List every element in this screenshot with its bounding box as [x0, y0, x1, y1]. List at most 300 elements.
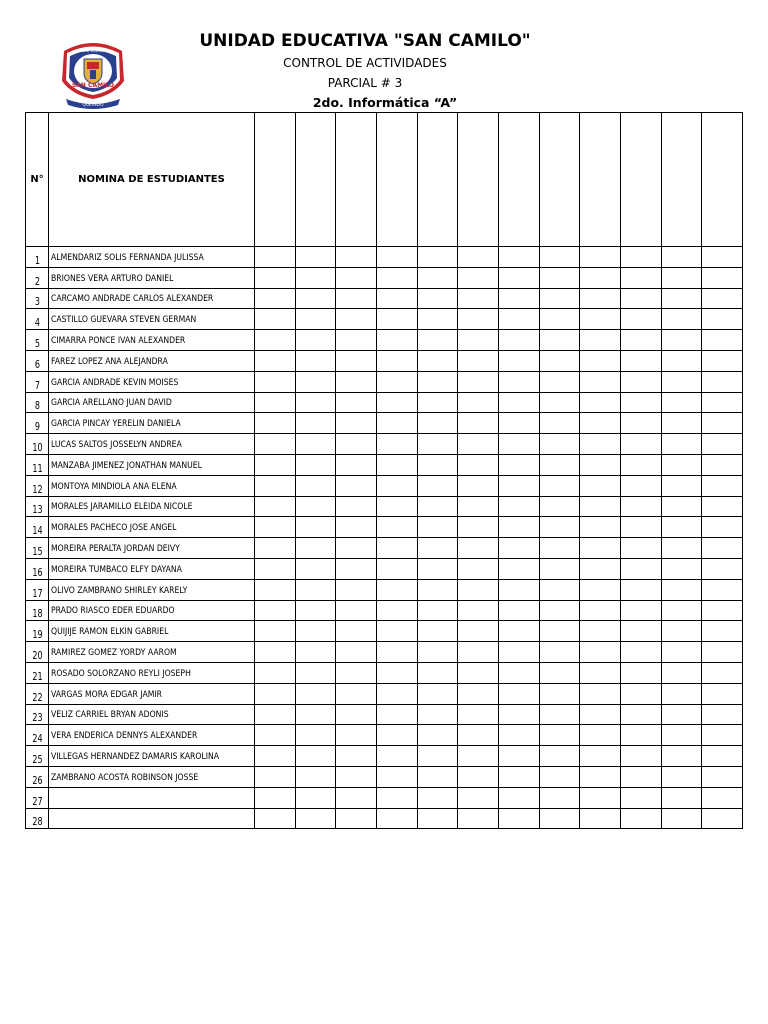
activity-grade-cell[interactable] — [336, 683, 377, 704]
activity-grade-cell[interactable] — [702, 475, 743, 496]
activity-grade-cell[interactable] — [580, 704, 621, 725]
activity-grade-cell[interactable] — [458, 621, 499, 642]
activity-grade-cell[interactable] — [295, 766, 336, 787]
activity-grade-cell[interactable] — [458, 475, 499, 496]
activity-grade-cell[interactable] — [539, 766, 580, 787]
activity-grade-cell[interactable] — [702, 434, 743, 455]
activity-grade-cell[interactable] — [702, 496, 743, 517]
activity-grade-cell[interactable] — [661, 621, 702, 642]
activity-grade-cell[interactable] — [620, 558, 661, 579]
activity-grade-cell[interactable] — [255, 247, 296, 268]
activity-grade-cell[interactable] — [539, 288, 580, 309]
activity-grade-cell[interactable] — [295, 579, 336, 600]
activity-grade-cell[interactable] — [539, 704, 580, 725]
activity-grade-cell[interactable] — [661, 454, 702, 475]
activity-grade-cell[interactable] — [336, 350, 377, 371]
activity-grade-cell[interactable] — [620, 434, 661, 455]
activity-grade-cell[interactable] — [580, 642, 621, 663]
activity-grade-cell[interactable] — [620, 600, 661, 621]
activity-grade-cell[interactable] — [336, 371, 377, 392]
activity-grade-cell[interactable] — [539, 600, 580, 621]
activity-grade-cell[interactable] — [580, 683, 621, 704]
activity-grade-cell[interactable] — [539, 267, 580, 288]
activity-grade-cell[interactable] — [580, 538, 621, 559]
activity-grade-cell[interactable] — [336, 330, 377, 351]
activity-grade-cell[interactable] — [336, 787, 377, 808]
activity-grade-cell[interactable] — [620, 496, 661, 517]
activity-grade-cell[interactable] — [458, 662, 499, 683]
activity-grade-cell[interactable] — [498, 309, 539, 330]
activity-grade-cell[interactable] — [458, 413, 499, 434]
activity-grade-cell[interactable] — [336, 413, 377, 434]
activity-grade-cell[interactable] — [580, 808, 621, 829]
activity-grade-cell[interactable] — [539, 579, 580, 600]
activity-grade-cell[interactable] — [417, 413, 458, 434]
activity-grade-cell[interactable] — [295, 808, 336, 829]
activity-grade-cell[interactable] — [702, 247, 743, 268]
activity-grade-cell[interactable] — [620, 247, 661, 268]
activity-grade-cell[interactable] — [702, 725, 743, 746]
activity-grade-cell[interactable] — [661, 642, 702, 663]
activity-grade-cell[interactable] — [336, 309, 377, 330]
activity-grade-cell[interactable] — [295, 392, 336, 413]
activity-grade-cell[interactable] — [255, 579, 296, 600]
activity-grade-cell[interactable] — [702, 579, 743, 600]
activity-grade-cell[interactable] — [417, 746, 458, 767]
activity-grade-cell[interactable] — [539, 475, 580, 496]
activity-grade-cell[interactable] — [295, 725, 336, 746]
activity-grade-cell[interactable] — [417, 704, 458, 725]
activity-grade-cell[interactable] — [580, 517, 621, 538]
activity-grade-cell[interactable] — [255, 600, 296, 621]
activity-column-header[interactable] — [336, 113, 377, 247]
activity-grade-cell[interactable] — [539, 454, 580, 475]
activity-grade-cell[interactable] — [255, 475, 296, 496]
activity-grade-cell[interactable] — [580, 746, 621, 767]
activity-grade-cell[interactable] — [539, 558, 580, 579]
activity-grade-cell[interactable] — [255, 288, 296, 309]
activity-grade-cell[interactable] — [295, 247, 336, 268]
activity-grade-cell[interactable] — [580, 434, 621, 455]
activity-grade-cell[interactable] — [458, 288, 499, 309]
activity-grade-cell[interactable] — [458, 787, 499, 808]
activity-grade-cell[interactable] — [661, 371, 702, 392]
activity-grade-cell[interactable] — [255, 454, 296, 475]
activity-grade-cell[interactable] — [498, 787, 539, 808]
activity-grade-cell[interactable] — [417, 517, 458, 538]
activity-grade-cell[interactable] — [620, 662, 661, 683]
activity-grade-cell[interactable] — [702, 330, 743, 351]
activity-grade-cell[interactable] — [702, 538, 743, 559]
activity-grade-cell[interactable] — [376, 766, 417, 787]
activity-grade-cell[interactable] — [458, 746, 499, 767]
activity-grade-cell[interactable] — [417, 538, 458, 559]
activity-grade-cell[interactable] — [376, 330, 417, 351]
activity-grade-cell[interactable] — [620, 579, 661, 600]
activity-grade-cell[interactable] — [458, 454, 499, 475]
activity-grade-cell[interactable] — [702, 642, 743, 663]
activity-grade-cell[interactable] — [295, 413, 336, 434]
activity-grade-cell[interactable] — [458, 350, 499, 371]
activity-grade-cell[interactable] — [417, 371, 458, 392]
activity-grade-cell[interactable] — [580, 309, 621, 330]
activity-grade-cell[interactable] — [458, 725, 499, 746]
activity-grade-cell[interactable] — [336, 746, 377, 767]
activity-grade-cell[interactable] — [580, 247, 621, 268]
activity-grade-cell[interactable] — [376, 247, 417, 268]
activity-grade-cell[interactable] — [376, 288, 417, 309]
activity-grade-cell[interactable] — [498, 350, 539, 371]
activity-grade-cell[interactable] — [376, 787, 417, 808]
activity-grade-cell[interactable] — [417, 392, 458, 413]
activity-grade-cell[interactable] — [255, 725, 296, 746]
activity-grade-cell[interactable] — [458, 496, 499, 517]
activity-grade-cell[interactable] — [336, 642, 377, 663]
activity-grade-cell[interactable] — [376, 350, 417, 371]
activity-grade-cell[interactable] — [417, 454, 458, 475]
activity-grade-cell[interactable] — [417, 808, 458, 829]
activity-grade-cell[interactable] — [255, 558, 296, 579]
activity-grade-cell[interactable] — [376, 475, 417, 496]
activity-grade-cell[interactable] — [498, 392, 539, 413]
activity-grade-cell[interactable] — [295, 683, 336, 704]
activity-grade-cell[interactable] — [458, 579, 499, 600]
activity-grade-cell[interactable] — [417, 662, 458, 683]
activity-grade-cell[interactable] — [417, 267, 458, 288]
activity-grade-cell[interactable] — [376, 371, 417, 392]
activity-grade-cell[interactable] — [336, 579, 377, 600]
activity-column-header[interactable] — [295, 113, 336, 247]
activity-grade-cell[interactable] — [539, 309, 580, 330]
activity-grade-cell[interactable] — [417, 558, 458, 579]
activity-grade-cell[interactable] — [661, 683, 702, 704]
activity-grade-cell[interactable] — [539, 434, 580, 455]
activity-grade-cell[interactable] — [498, 267, 539, 288]
activity-grade-cell[interactable] — [255, 517, 296, 538]
activity-grade-cell[interactable] — [620, 350, 661, 371]
activity-grade-cell[interactable] — [417, 350, 458, 371]
activity-grade-cell[interactable] — [661, 558, 702, 579]
activity-grade-cell[interactable] — [295, 350, 336, 371]
activity-grade-cell[interactable] — [498, 683, 539, 704]
activity-grade-cell[interactable] — [539, 538, 580, 559]
activity-grade-cell[interactable] — [498, 517, 539, 538]
activity-grade-cell[interactable] — [620, 288, 661, 309]
activity-grade-cell[interactable] — [458, 642, 499, 663]
activity-grade-cell[interactable] — [702, 662, 743, 683]
activity-grade-cell[interactable] — [702, 392, 743, 413]
activity-column-header[interactable] — [580, 113, 621, 247]
activity-grade-cell[interactable] — [336, 808, 377, 829]
activity-grade-cell[interactable] — [336, 600, 377, 621]
activity-grade-cell[interactable] — [661, 288, 702, 309]
activity-grade-cell[interactable] — [376, 579, 417, 600]
activity-grade-cell[interactable] — [702, 309, 743, 330]
activity-grade-cell[interactable] — [295, 642, 336, 663]
activity-grade-cell[interactable] — [620, 642, 661, 663]
activity-grade-cell[interactable] — [295, 288, 336, 309]
activity-grade-cell[interactable] — [417, 600, 458, 621]
activity-grade-cell[interactable] — [417, 309, 458, 330]
activity-grade-cell[interactable] — [702, 621, 743, 642]
activity-grade-cell[interactable] — [417, 725, 458, 746]
activity-grade-cell[interactable] — [376, 267, 417, 288]
activity-grade-cell[interactable] — [661, 600, 702, 621]
activity-column-header[interactable] — [458, 113, 499, 247]
activity-grade-cell[interactable] — [295, 621, 336, 642]
activity-grade-cell[interactable] — [255, 538, 296, 559]
activity-grade-cell[interactable] — [539, 642, 580, 663]
activity-grade-cell[interactable] — [620, 267, 661, 288]
activity-grade-cell[interactable] — [255, 267, 296, 288]
activity-grade-cell[interactable] — [580, 558, 621, 579]
activity-grade-cell[interactable] — [376, 642, 417, 663]
activity-grade-cell[interactable] — [417, 787, 458, 808]
activity-grade-cell[interactable] — [498, 662, 539, 683]
activity-grade-cell[interactable] — [376, 517, 417, 538]
activity-grade-cell[interactable] — [336, 725, 377, 746]
activity-grade-cell[interactable] — [255, 434, 296, 455]
activity-grade-cell[interactable] — [661, 662, 702, 683]
activity-grade-cell[interactable] — [376, 662, 417, 683]
activity-grade-cell[interactable] — [295, 267, 336, 288]
activity-grade-cell[interactable] — [458, 330, 499, 351]
activity-grade-cell[interactable] — [661, 309, 702, 330]
activity-grade-cell[interactable] — [661, 496, 702, 517]
activity-grade-cell[interactable] — [336, 267, 377, 288]
activity-grade-cell[interactable] — [580, 330, 621, 351]
activity-grade-cell[interactable] — [702, 808, 743, 829]
activity-grade-cell[interactable] — [295, 704, 336, 725]
activity-grade-cell[interactable] — [702, 371, 743, 392]
activity-grade-cell[interactable] — [539, 808, 580, 829]
activity-grade-cell[interactable] — [661, 725, 702, 746]
activity-grade-cell[interactable] — [539, 413, 580, 434]
activity-grade-cell[interactable] — [498, 725, 539, 746]
activity-grade-cell[interactable] — [376, 392, 417, 413]
activity-grade-cell[interactable] — [620, 475, 661, 496]
activity-grade-cell[interactable] — [539, 517, 580, 538]
activity-grade-cell[interactable] — [580, 766, 621, 787]
activity-grade-cell[interactable] — [702, 267, 743, 288]
activity-grade-cell[interactable] — [255, 413, 296, 434]
activity-grade-cell[interactable] — [417, 288, 458, 309]
activity-grade-cell[interactable] — [458, 371, 499, 392]
activity-grade-cell[interactable] — [498, 558, 539, 579]
activity-grade-cell[interactable] — [661, 247, 702, 268]
activity-grade-cell[interactable] — [417, 642, 458, 663]
activity-grade-cell[interactable] — [580, 267, 621, 288]
activity-grade-cell[interactable] — [458, 434, 499, 455]
activity-grade-cell[interactable] — [295, 517, 336, 538]
activity-grade-cell[interactable] — [255, 371, 296, 392]
activity-grade-cell[interactable] — [620, 517, 661, 538]
activity-grade-cell[interactable] — [295, 454, 336, 475]
activity-grade-cell[interactable] — [620, 766, 661, 787]
activity-grade-cell[interactable] — [255, 746, 296, 767]
activity-grade-cell[interactable] — [255, 642, 296, 663]
activity-grade-cell[interactable] — [336, 247, 377, 268]
activity-grade-cell[interactable] — [336, 621, 377, 642]
activity-grade-cell[interactable] — [620, 371, 661, 392]
activity-grade-cell[interactable] — [620, 330, 661, 351]
activity-grade-cell[interactable] — [498, 704, 539, 725]
activity-grade-cell[interactable] — [458, 538, 499, 559]
activity-grade-cell[interactable] — [255, 808, 296, 829]
activity-column-header[interactable] — [417, 113, 458, 247]
activity-grade-cell[interactable] — [580, 787, 621, 808]
activity-grade-cell[interactable] — [255, 621, 296, 642]
activity-grade-cell[interactable] — [498, 475, 539, 496]
activity-grade-cell[interactable] — [458, 558, 499, 579]
activity-grade-cell[interactable] — [376, 600, 417, 621]
activity-grade-cell[interactable] — [580, 350, 621, 371]
activity-grade-cell[interactable] — [620, 621, 661, 642]
activity-grade-cell[interactable] — [295, 475, 336, 496]
activity-grade-cell[interactable] — [661, 517, 702, 538]
activity-grade-cell[interactable] — [376, 746, 417, 767]
activity-grade-cell[interactable] — [498, 413, 539, 434]
activity-grade-cell[interactable] — [498, 600, 539, 621]
activity-grade-cell[interactable] — [295, 434, 336, 455]
activity-grade-cell[interactable] — [539, 392, 580, 413]
activity-grade-cell[interactable] — [376, 558, 417, 579]
activity-grade-cell[interactable] — [580, 579, 621, 600]
activity-grade-cell[interactable] — [255, 704, 296, 725]
activity-grade-cell[interactable] — [661, 538, 702, 559]
activity-grade-cell[interactable] — [255, 662, 296, 683]
activity-grade-cell[interactable] — [661, 475, 702, 496]
activity-grade-cell[interactable] — [255, 350, 296, 371]
activity-grade-cell[interactable] — [620, 746, 661, 767]
activity-grade-cell[interactable] — [661, 267, 702, 288]
activity-grade-cell[interactable] — [295, 496, 336, 517]
activity-grade-cell[interactable] — [702, 746, 743, 767]
activity-grade-cell[interactable] — [539, 247, 580, 268]
activity-grade-cell[interactable] — [417, 496, 458, 517]
activity-grade-cell[interactable] — [498, 496, 539, 517]
activity-grade-cell[interactable] — [417, 475, 458, 496]
activity-grade-cell[interactable] — [336, 475, 377, 496]
activity-grade-cell[interactable] — [702, 350, 743, 371]
activity-grade-cell[interactable] — [580, 454, 621, 475]
activity-grade-cell[interactable] — [295, 330, 336, 351]
activity-grade-cell[interactable] — [620, 309, 661, 330]
activity-grade-cell[interactable] — [620, 787, 661, 808]
activity-grade-cell[interactable] — [702, 413, 743, 434]
activity-grade-cell[interactable] — [376, 621, 417, 642]
activity-grade-cell[interactable] — [702, 766, 743, 787]
activity-grade-cell[interactable] — [498, 247, 539, 268]
activity-grade-cell[interactable] — [336, 538, 377, 559]
activity-grade-cell[interactable] — [458, 766, 499, 787]
activity-grade-cell[interactable] — [580, 413, 621, 434]
activity-grade-cell[interactable] — [498, 808, 539, 829]
activity-grade-cell[interactable] — [661, 330, 702, 351]
activity-grade-cell[interactable] — [498, 434, 539, 455]
activity-grade-cell[interactable] — [661, 704, 702, 725]
activity-column-header[interactable] — [376, 113, 417, 247]
activity-grade-cell[interactable] — [336, 496, 377, 517]
activity-grade-cell[interactable] — [539, 725, 580, 746]
activity-grade-cell[interactable] — [498, 454, 539, 475]
activity-grade-cell[interactable] — [255, 496, 296, 517]
activity-grade-cell[interactable] — [417, 621, 458, 642]
activity-grade-cell[interactable] — [539, 621, 580, 642]
activity-grade-cell[interactable] — [702, 600, 743, 621]
activity-grade-cell[interactable] — [376, 725, 417, 746]
activity-grade-cell[interactable] — [498, 371, 539, 392]
activity-grade-cell[interactable] — [580, 600, 621, 621]
activity-grade-cell[interactable] — [417, 330, 458, 351]
activity-grade-cell[interactable] — [620, 392, 661, 413]
activity-grade-cell[interactable] — [417, 579, 458, 600]
activity-grade-cell[interactable] — [702, 558, 743, 579]
activity-grade-cell[interactable] — [620, 704, 661, 725]
activity-column-header[interactable] — [539, 113, 580, 247]
activity-grade-cell[interactable] — [620, 808, 661, 829]
activity-grade-cell[interactable] — [498, 746, 539, 767]
activity-grade-cell[interactable] — [255, 309, 296, 330]
activity-grade-cell[interactable] — [702, 683, 743, 704]
activity-grade-cell[interactable] — [336, 392, 377, 413]
activity-grade-cell[interactable] — [295, 309, 336, 330]
activity-grade-cell[interactable] — [336, 766, 377, 787]
activity-grade-cell[interactable] — [458, 704, 499, 725]
activity-grade-cell[interactable] — [295, 787, 336, 808]
activity-grade-cell[interactable] — [498, 579, 539, 600]
activity-grade-cell[interactable] — [458, 517, 499, 538]
activity-grade-cell[interactable] — [336, 517, 377, 538]
activity-grade-cell[interactable] — [539, 662, 580, 683]
activity-grade-cell[interactable] — [702, 787, 743, 808]
activity-grade-cell[interactable] — [498, 766, 539, 787]
activity-grade-cell[interactable] — [336, 454, 377, 475]
activity-column-header[interactable] — [702, 113, 743, 247]
activity-grade-cell[interactable] — [417, 766, 458, 787]
activity-grade-cell[interactable] — [376, 808, 417, 829]
activity-grade-cell[interactable] — [580, 496, 621, 517]
activity-grade-cell[interactable] — [620, 683, 661, 704]
activity-grade-cell[interactable] — [295, 538, 336, 559]
activity-grade-cell[interactable] — [620, 538, 661, 559]
activity-grade-cell[interactable] — [376, 454, 417, 475]
activity-grade-cell[interactable] — [661, 746, 702, 767]
activity-grade-cell[interactable] — [539, 496, 580, 517]
activity-grade-cell[interactable] — [498, 288, 539, 309]
activity-grade-cell[interactable] — [458, 600, 499, 621]
activity-grade-cell[interactable] — [458, 392, 499, 413]
activity-grade-cell[interactable] — [295, 662, 336, 683]
activity-grade-cell[interactable] — [295, 746, 336, 767]
activity-grade-cell[interactable] — [580, 662, 621, 683]
activity-grade-cell[interactable] — [498, 621, 539, 642]
activity-grade-cell[interactable] — [255, 683, 296, 704]
activity-grade-cell[interactable] — [417, 434, 458, 455]
activity-grade-cell[interactable] — [376, 309, 417, 330]
activity-grade-cell[interactable] — [580, 288, 621, 309]
activity-grade-cell[interactable] — [376, 434, 417, 455]
activity-grade-cell[interactable] — [661, 787, 702, 808]
activity-grade-cell[interactable] — [458, 808, 499, 829]
activity-grade-cell[interactable] — [336, 662, 377, 683]
activity-grade-cell[interactable] — [295, 371, 336, 392]
activity-grade-cell[interactable] — [702, 517, 743, 538]
activity-grade-cell[interactable] — [620, 725, 661, 746]
activity-grade-cell[interactable] — [661, 579, 702, 600]
activity-grade-cell[interactable] — [580, 475, 621, 496]
activity-grade-cell[interactable] — [376, 683, 417, 704]
